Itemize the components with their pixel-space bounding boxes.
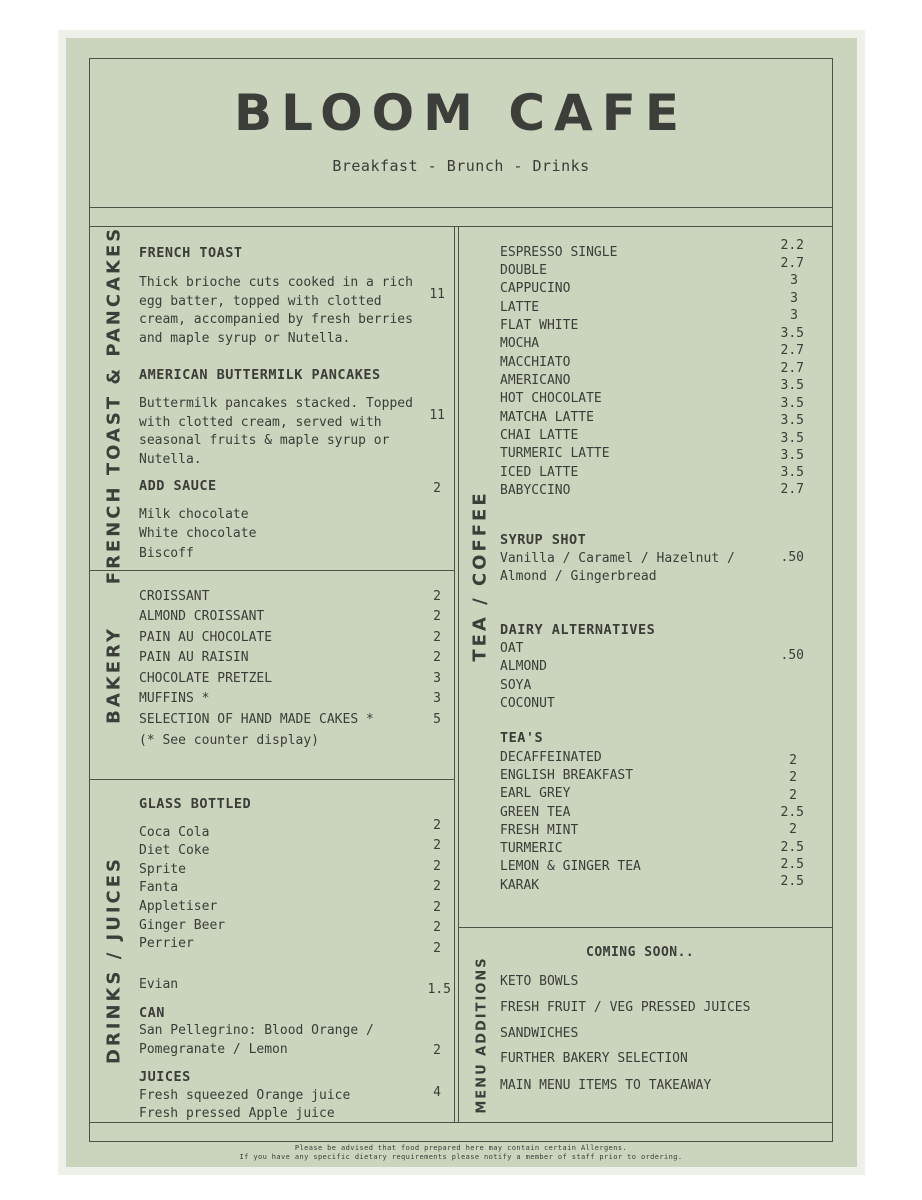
item-description: Thick brioche cuts cooked in a rich egg batter, topped with clotted cream, accompanied by fresh berries and maple syrup or Nutella. xyxy=(139,275,413,347)
tea-name: GREEN TEA xyxy=(500,805,571,820)
coffee-item-name: CAPPUCINO xyxy=(500,281,571,296)
allergen-line-2: If you have any specific dietary requirements please notify a member of staff prior to ordering. xyxy=(239,1153,683,1161)
can-line: San Pellegrino: Blood Orange / xyxy=(139,1023,374,1038)
tea-price: 2.5 xyxy=(780,857,804,872)
item-price: 11 xyxy=(429,408,445,423)
coffee-item-price: 3.5 xyxy=(780,465,804,480)
coffee-item-price: 3.5 xyxy=(780,413,804,428)
frame-left xyxy=(89,58,90,1142)
bakery-item-name: CHOCOLATE PRETZEL xyxy=(139,671,273,686)
label-french-toast: FRENCH TOAST & PANCAKES xyxy=(103,225,125,585)
coffee-item-name: TURMERIC LATTE xyxy=(500,446,610,461)
drink-name: Diet Coke xyxy=(139,843,210,858)
dairy-item: COCONUT xyxy=(500,696,555,711)
coffee-item-name: LATTE xyxy=(500,300,540,315)
sauce-option: Biscoff xyxy=(139,546,194,561)
coffee-item-price: 2.7 xyxy=(780,361,804,376)
bakery-item-name: MUFFINS * xyxy=(139,691,210,706)
coffee-item-price: 3.5 xyxy=(780,431,804,446)
drink-name: Ginger Beer xyxy=(139,918,226,933)
addition-item: FURTHER BAKERY SELECTION xyxy=(500,1051,688,1066)
tea-price: 2.5 xyxy=(780,874,804,889)
frame-right xyxy=(832,58,833,1142)
coffee-item-price: 2.7 xyxy=(780,343,804,358)
can-line: Pomegranate / Lemon xyxy=(139,1042,288,1057)
drink-price: 2 xyxy=(433,941,441,956)
frame-bottom xyxy=(89,1141,833,1142)
tea-name: DECAFFEINATED xyxy=(500,750,602,765)
coffee-item-price: 3 xyxy=(790,308,798,323)
coffee-item-name: ESPRESSO SINGLE xyxy=(500,245,618,260)
coffee-item-price: 2.2 xyxy=(780,238,804,253)
drink-name: Appletiser xyxy=(139,899,218,914)
allergen-notice xyxy=(90,1144,832,1162)
drink-name: Coca Cola xyxy=(139,825,210,840)
bakery-note: (* See counter display) xyxy=(139,733,320,748)
coffee-item-price: 3 xyxy=(790,291,798,306)
addition-item: KETO BOWLS xyxy=(500,974,579,989)
bakery-item-name: ALMOND CROISSANT xyxy=(139,609,265,624)
drink-name: Sprite xyxy=(139,862,186,877)
coffee-item-price: 3.5 xyxy=(780,448,804,463)
item-name: AMERICAN BUTTERMILK PANCAKES xyxy=(139,367,381,383)
sauce-price: 2 xyxy=(433,481,441,496)
label-additions: MENU ADDITIONS xyxy=(474,956,490,1114)
coffee-item-price: 3.5 xyxy=(780,378,804,393)
item-description: Buttermilk pancakes stacked. Topped with clotted cream, served with seasonal fruits & maple syrup or Nutella. xyxy=(139,396,413,468)
tea-price: 2.5 xyxy=(780,840,804,855)
left-divider-drinks xyxy=(89,779,455,780)
coffee-item-name: BABYCCINO xyxy=(500,483,571,498)
bakery-item-name: CROISSANT xyxy=(139,589,210,604)
drink-name: Perrier xyxy=(139,936,194,951)
bakery-item-price: 2 xyxy=(433,630,441,645)
tea-price: 2 xyxy=(789,770,797,785)
tea-price: 2 xyxy=(789,822,797,837)
header-divider-1 xyxy=(89,207,833,208)
bakery-item-price: 2 xyxy=(433,589,441,604)
coffee-item-name: AMERICANO xyxy=(500,373,571,388)
juices-heading: JUICES xyxy=(139,1069,191,1085)
coffee-item-price: 2.7 xyxy=(780,256,804,271)
bakery-item-price: 5 xyxy=(433,712,441,727)
column-divider-left xyxy=(454,226,455,1123)
addition-item: FRESH FRUIT / VEG PRESSED JUICES xyxy=(500,1000,751,1015)
sauce-heading: ADD SAUCE xyxy=(139,478,217,494)
tea-name: EARL GREY xyxy=(500,786,571,801)
coffee-item-price: 3.5 xyxy=(780,326,804,341)
bakery-item-name: PAIN AU RAISIN xyxy=(139,650,249,665)
evian-name: Evian xyxy=(139,977,179,992)
tea-price: 2 xyxy=(789,753,797,768)
dairy-price: .50 xyxy=(780,648,804,663)
bakery-item-name: SELECTION OF HAND MADE CAKES * xyxy=(139,712,374,727)
can-price: 2 xyxy=(433,1043,441,1058)
item-price: 11 xyxy=(429,287,445,302)
glass-heading: GLASS BOTTLED xyxy=(139,796,252,812)
right-divider-additions xyxy=(458,927,833,928)
coffee-item-price: 3 xyxy=(790,273,798,288)
tea-name: ENGLISH BREAKFAST xyxy=(500,768,634,783)
frame-top xyxy=(89,58,833,59)
bakery-item-price: 2 xyxy=(433,609,441,624)
coffee-item-name: CHAI LATTE xyxy=(500,428,579,443)
label-bakery: BAKERY xyxy=(103,626,125,724)
coffee-item-name: HOT CHOCOLATE xyxy=(500,391,602,406)
drink-price: 2 xyxy=(433,920,441,935)
drink-name: Fanta xyxy=(139,880,179,895)
drink-price: 2 xyxy=(433,900,441,915)
bakery-item-name: PAIN AU CHOCOLATE xyxy=(139,630,273,645)
bakery-item-price: 3 xyxy=(433,691,441,706)
syrup-line: Almond / Gingerbread xyxy=(500,569,657,584)
bakery-item-price: 2 xyxy=(433,650,441,665)
coming-soon-heading: COMING SOON.. xyxy=(586,945,695,960)
addition-item: MAIN MENU ITEMS TO TAKEAWAY xyxy=(500,1078,712,1093)
coffee-item-price: 3.5 xyxy=(780,396,804,411)
syrup-heading: SYRUP SHOT xyxy=(500,532,587,548)
footer-divider xyxy=(89,1122,833,1123)
tea-name: TURMERIC xyxy=(500,841,563,856)
column-divider-right xyxy=(458,226,459,1123)
sauce-option: Milk chocolate xyxy=(139,507,249,522)
dairy-item: OAT xyxy=(500,641,524,656)
evian-price: 1.5 xyxy=(427,982,451,997)
tea-name: LEMON & GINGER TEA xyxy=(500,859,641,874)
label-drinks: DRINKS / JUICES xyxy=(103,855,125,1065)
coffee-item-name: MOCHA xyxy=(500,336,540,351)
left-divider-bakery xyxy=(89,570,455,571)
juices-price: 4 xyxy=(433,1085,441,1100)
bakery-item-price: 3 xyxy=(433,671,441,686)
tea-price: 2.5 xyxy=(780,805,804,820)
tea-price: 2 xyxy=(789,788,797,803)
tea-name: FRESH MINT xyxy=(500,823,579,838)
tea-name: KARAK xyxy=(500,878,540,893)
sauce-option: White chocolate xyxy=(139,526,257,541)
coffee-item-name: DOUBLE xyxy=(500,263,547,278)
juice-name: Fresh pressed Apple juice xyxy=(139,1106,335,1121)
coffee-item-name: ICED LATTE xyxy=(500,465,579,480)
coffee-item-name: MACCHIATO xyxy=(500,355,571,370)
dairy-item: SOYA xyxy=(500,678,532,693)
cafe-title: BLOOM CAFE xyxy=(233,84,689,142)
allergen-line-1: Please be advised that food prepared here may contain certain Allergens. xyxy=(294,1144,628,1152)
header-divider-2 xyxy=(89,226,833,227)
drink-price: 2 xyxy=(433,859,441,874)
dairy-heading: DAIRY ALTERNATIVES xyxy=(500,622,656,638)
label-coffee: TEA / COFFEE xyxy=(469,490,491,662)
cafe-subtitle: Breakfast - Brunch - Drinks xyxy=(332,157,590,175)
drink-price: 2 xyxy=(433,818,441,833)
dairy-item: ALMOND xyxy=(500,659,547,674)
coffee-item-name: FLAT WHITE xyxy=(500,318,579,333)
syrup-price: .50 xyxy=(780,550,804,565)
coffee-item-price: 2.7 xyxy=(780,482,804,497)
item-name: FRENCH TOAST xyxy=(139,245,243,261)
juice-name: Fresh squeezed Orange juice xyxy=(139,1088,351,1103)
addition-item: SANDWICHES xyxy=(500,1026,579,1041)
drink-price: 2 xyxy=(433,838,441,853)
syrup-line: Vanilla / Caramel / Hazelnut / xyxy=(500,551,735,566)
coffee-item-name: MATCHA LATTE xyxy=(500,410,594,425)
drink-price: 2 xyxy=(433,879,441,894)
teas-heading: TEA'S xyxy=(500,730,544,746)
can-heading: CAN xyxy=(139,1005,165,1021)
